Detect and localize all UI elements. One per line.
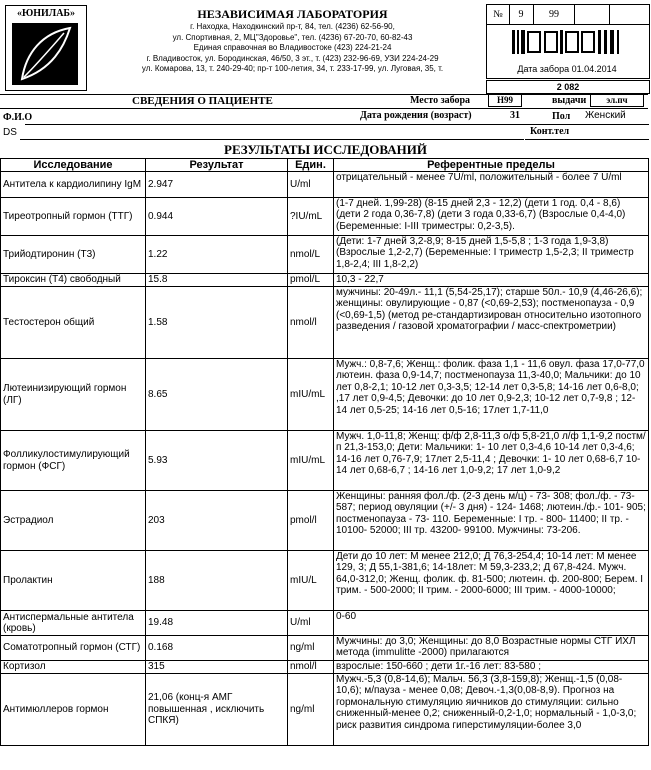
test-reference: Мужч. 1,0-11,8; Женщ: ф/ф 2,8-11,3 о/ф 5,8-21,0 л/ф 1,1-9,2 постм/п 21,3-153,0; Дети: Мальчики: 1- 10 лет 0,3-4,6 10-14 лет 0,3-4,6; 14-16 лет 0,76-7,9; 17лет 2,5-11,4 ; Девочки: 1- 10 лет 0,68-6,7 10-14 лет 0,68-6,7 ; 14-16 лет 1,0-9,2; 17 лет 1,0-9,2	[334, 431, 649, 491]
issue-value: эл.пч	[590, 94, 644, 107]
test-unit: nmol/L	[288, 236, 334, 274]
test-name: Трийодтиронин (Т3)	[1, 236, 146, 274]
table-row	[1, 172, 649, 198]
test-name: Соматотропный гормон (СТГ)	[1, 636, 146, 661]
lab-title: НЕЗАВИСИМАЯ ЛАБОРАТОРИЯ	[197, 7, 388, 21]
results-table	[0, 158, 649, 746]
test-reference: взрослые: 150-660 ; дети 1г.-16 лет: 83-580 ;	[334, 661, 649, 674]
test-result: 15.8	[146, 274, 288, 287]
table-row	[1, 431, 649, 491]
test-reference: Женщины: ранняя фол./ф. (2-3 день м/ц) - 73- 308; фол./ф. - 73- 587; период овуляции (+/- 3 дня) - 124- 1468; лютеин./ф.- 101- 905; постменопауза - 73- 110. Беременные: I тр. - 800- 11400; II тр. - 10100- 52000; III тр. 43200- 99100. Мужчины: 73-206.	[334, 491, 649, 551]
test-result: 188	[146, 551, 288, 611]
test-name: Пролактин	[1, 551, 146, 611]
test-unit: mIU/mL	[288, 359, 334, 431]
table-row	[1, 611, 649, 636]
lab-address-line: ул. Комарова, 13, т. 240-29-40; пр-т 100-летия, 34, т. 233-17-99, ул. Луговая, 35, т.	[141, 64, 444, 74]
sex-label: Пол	[552, 111, 571, 122]
test-reference: Мужч.-5,3 (0,8-14,6); Мальч. 56,3 (3,8-159,8); Женщ.-1,5 (0,08-10,6); м/пауза - менее 0,08; Девоч.-1,3(0,08-8,9). Прогноз на гормональную стимуляцию яичников до стимуляции: сильно сниженный-менее 0,2; сниженный-0,2-1,0; нормальный - 1,0-3,0; риск развития синдрома гиперстимуляции-более 3,0	[334, 674, 649, 746]
logo-leaf-icon	[12, 23, 78, 85]
test-reference: 0-60	[334, 611, 649, 636]
table-row	[1, 661, 649, 674]
fio-label: Ф.И.О	[3, 112, 33, 123]
sex-value: Женский	[585, 110, 626, 121]
place-value: Н99	[488, 94, 522, 107]
test-name: Эстрадиол	[1, 491, 146, 551]
table-row	[1, 491, 649, 551]
test-reference: 10,3 - 22,7	[334, 274, 649, 287]
test-name: Лютеинизирующий гормон (ЛГ)	[1, 359, 146, 431]
test-name: Антиспермальные антитела (кровь)	[1, 611, 146, 636]
table-row	[1, 287, 649, 359]
table-row	[1, 551, 649, 611]
test-unit: mIU/mL	[288, 431, 334, 491]
test-unit: nmol/l	[288, 287, 334, 359]
ds-label: DS	[3, 127, 17, 138]
test-reference: мужчины: 20-49л.- 11,1 (5,54-25,17); старше 50л.- 10,9 (4,46-26,6); женщины: овулирующие - 0,87 (<0,69-2,53); постменопауза - 0,9 (<0,69-1,5) (метод ре-стандартизирован относительно изотопного разведения / газовой хроматографии / масс-спектрометрии)	[334, 287, 649, 359]
test-result: 21,06 (конц-я АМГ повышенная , исключить СПКЯ)	[146, 674, 288, 746]
age-value: 31	[510, 110, 520, 121]
test-unit: U/ml	[288, 611, 334, 636]
test-name: Тироксин (Т4) свободный	[1, 274, 146, 287]
test-result: 2.947	[146, 172, 288, 198]
test-reference: (Дети: 1-7 дней 3,2-8,9; 8-15 дней 1,5-5,8 ; 1-3 года 1,9-3,8) (Взрослые 1,2-2,7) (Беременные: I триместр 1,5-2,3; II триместр 1,8-2,4; III 1,8-2,2)	[334, 236, 649, 274]
test-result: 203	[146, 491, 288, 551]
test-name: Кортизол	[1, 661, 146, 674]
test-reference: (1-7 дней. 1,99-28) (8-15 дней 2,3 - 12,2) (дети 1 год. 0,4 - 8,6) (дети 2 года 0,36-7,8) (дети 3 года 0,33-6,7) (Взрослые 0,4-4,0) (Беременные: I-III триместры: 0,2-3,5).	[334, 198, 649, 236]
results-title: РЕЗУЛЬТАТЫ ИССЛЕДОВАНИЙ	[224, 142, 427, 157]
test-name: Тестостерон общий	[1, 287, 146, 359]
table-row	[1, 636, 649, 661]
test-unit: pmol/L	[288, 274, 334, 287]
test-name: Антимюллеров гормон	[1, 674, 146, 746]
column-header: Един.	[288, 159, 334, 172]
test-unit: ng/ml	[288, 636, 334, 661]
column-header: Исследование	[1, 159, 146, 172]
lab-address-line: ул. Спортивная, 2, МЦ"Здоровье", тел. (4236) 67-20-70, 60-82-43	[172, 32, 413, 42]
lab-address-line: г. Находка, Находкинский пр-т, 84, тел. (4236) 62-56-90,	[190, 22, 395, 31]
table-row	[1, 674, 649, 746]
contact-label: Конт.тел	[530, 126, 570, 137]
test-result: 5.93	[146, 431, 288, 491]
table-row	[1, 274, 649, 287]
test-result: 19.48	[146, 611, 288, 636]
order-number-box	[486, 4, 650, 25]
test-result: 1.58	[146, 287, 288, 359]
test-result: 0.944	[146, 198, 288, 236]
column-header: Результат	[146, 159, 288, 172]
test-reference: отрицательный - менее 7U/ml, положительный - более 7 U/ml	[334, 172, 649, 198]
sample-date: Дата забора 01.04.2014	[517, 64, 617, 74]
test-result: 1.22	[146, 236, 288, 274]
lab-address-line: г. Владивосток, ул. Бородинская, 46/50, 3 эт., т. (423) 232-96-69, УЗИ 224-24-29	[146, 53, 439, 63]
patient-section-title: СВЕДЕНИЯ О ПАЦИЕНТЕ	[132, 95, 273, 107]
lab-address-line: Единая справочная во Владивостоке (423) 224-21-24	[193, 43, 392, 53]
test-name: Тиреотропный гормон (ТТГ)	[1, 198, 146, 236]
test-unit: ?IU/mL	[288, 198, 334, 236]
test-result: 315	[146, 661, 288, 674]
divider	[0, 108, 648, 109]
test-unit: U/ml	[288, 172, 334, 198]
test-unit: ng/ml	[288, 674, 334, 746]
order-number-1: 9	[518, 9, 524, 20]
logo-name: «ЮНИЛАБ»	[16, 8, 76, 19]
barcode-icon	[512, 30, 624, 60]
test-name: Фолликулостимулирующий гормон (ФСГ)	[1, 431, 146, 491]
place-label: Место забора	[410, 95, 471, 106]
order-number-cell	[573, 5, 610, 24]
test-reference: Мужч.: 0,8-7,6; Женщ.: фолик. фаза 1,1 - 11,6 овул. фаза 17,0-77,0 лютеин. фаза 0,9-14,7; постменопауза 11,3-40,0; Мальчики: до 10 лет 0,8-2,1; 10-12 лет 0,3-3,5; 12-14 лет 0,3-5,8; 14-16 лет 0,6-8,0; ,17 лет 0,9-4,5; Девочки: до 10 лет 0,9-2,3; 10-12 лет 0,7-9,8 ; 12-14 лет 0,5-25; 14-16 лет 0,5-16; 17лет 1,7-11,0	[334, 359, 649, 431]
column-header: Референтные пределы	[334, 159, 649, 172]
test-result: 8.65	[146, 359, 288, 431]
fio-underline	[25, 124, 649, 125]
test-reference: Дети до 10 лет: М менее 212,0; Д 76,3-254,4; 10-14 лет: М менее 129, 3; Д 55,1-381,6; 14-18лет: М 59,3-233,2; Д 67,8-424. Мужч. 64,0-312,0; Женщ. фолик. ф. 81-500; лютеин. ф. 200-800; Берем. I трим. - 500-2000; II трим. - 2000-6000; III трим. - 4000-10000;	[334, 551, 649, 611]
test-reference: Мужчины: до 3,0; Женщины: до 8,0 Возрастные нормы СТГ ИХЛ метода (immulitte -2000) прилагаются	[334, 636, 649, 661]
test-unit: mIU/L	[288, 551, 334, 611]
table-row	[1, 359, 649, 431]
ds-underline	[20, 139, 524, 140]
issue-label: выдачи	[552, 95, 587, 106]
test-unit: pmol/l	[288, 491, 334, 551]
test-unit: nmol/l	[288, 661, 334, 674]
lab-info	[120, 7, 465, 75]
table-header-row	[1, 159, 649, 172]
divider	[0, 94, 648, 95]
table-row	[1, 198, 649, 236]
lab-logo	[5, 5, 87, 91]
order-code: 2 082	[486, 80, 650, 94]
dob-label: Дата рождения (возраст)	[360, 110, 472, 121]
test-name: Антитела к кардиолипину IgM	[1, 172, 146, 198]
order-number-label: №	[487, 5, 510, 24]
contact-underline	[525, 139, 649, 140]
table-row	[1, 236, 649, 274]
test-result: 0.168	[146, 636, 288, 661]
order-number-2: 99	[533, 5, 575, 24]
